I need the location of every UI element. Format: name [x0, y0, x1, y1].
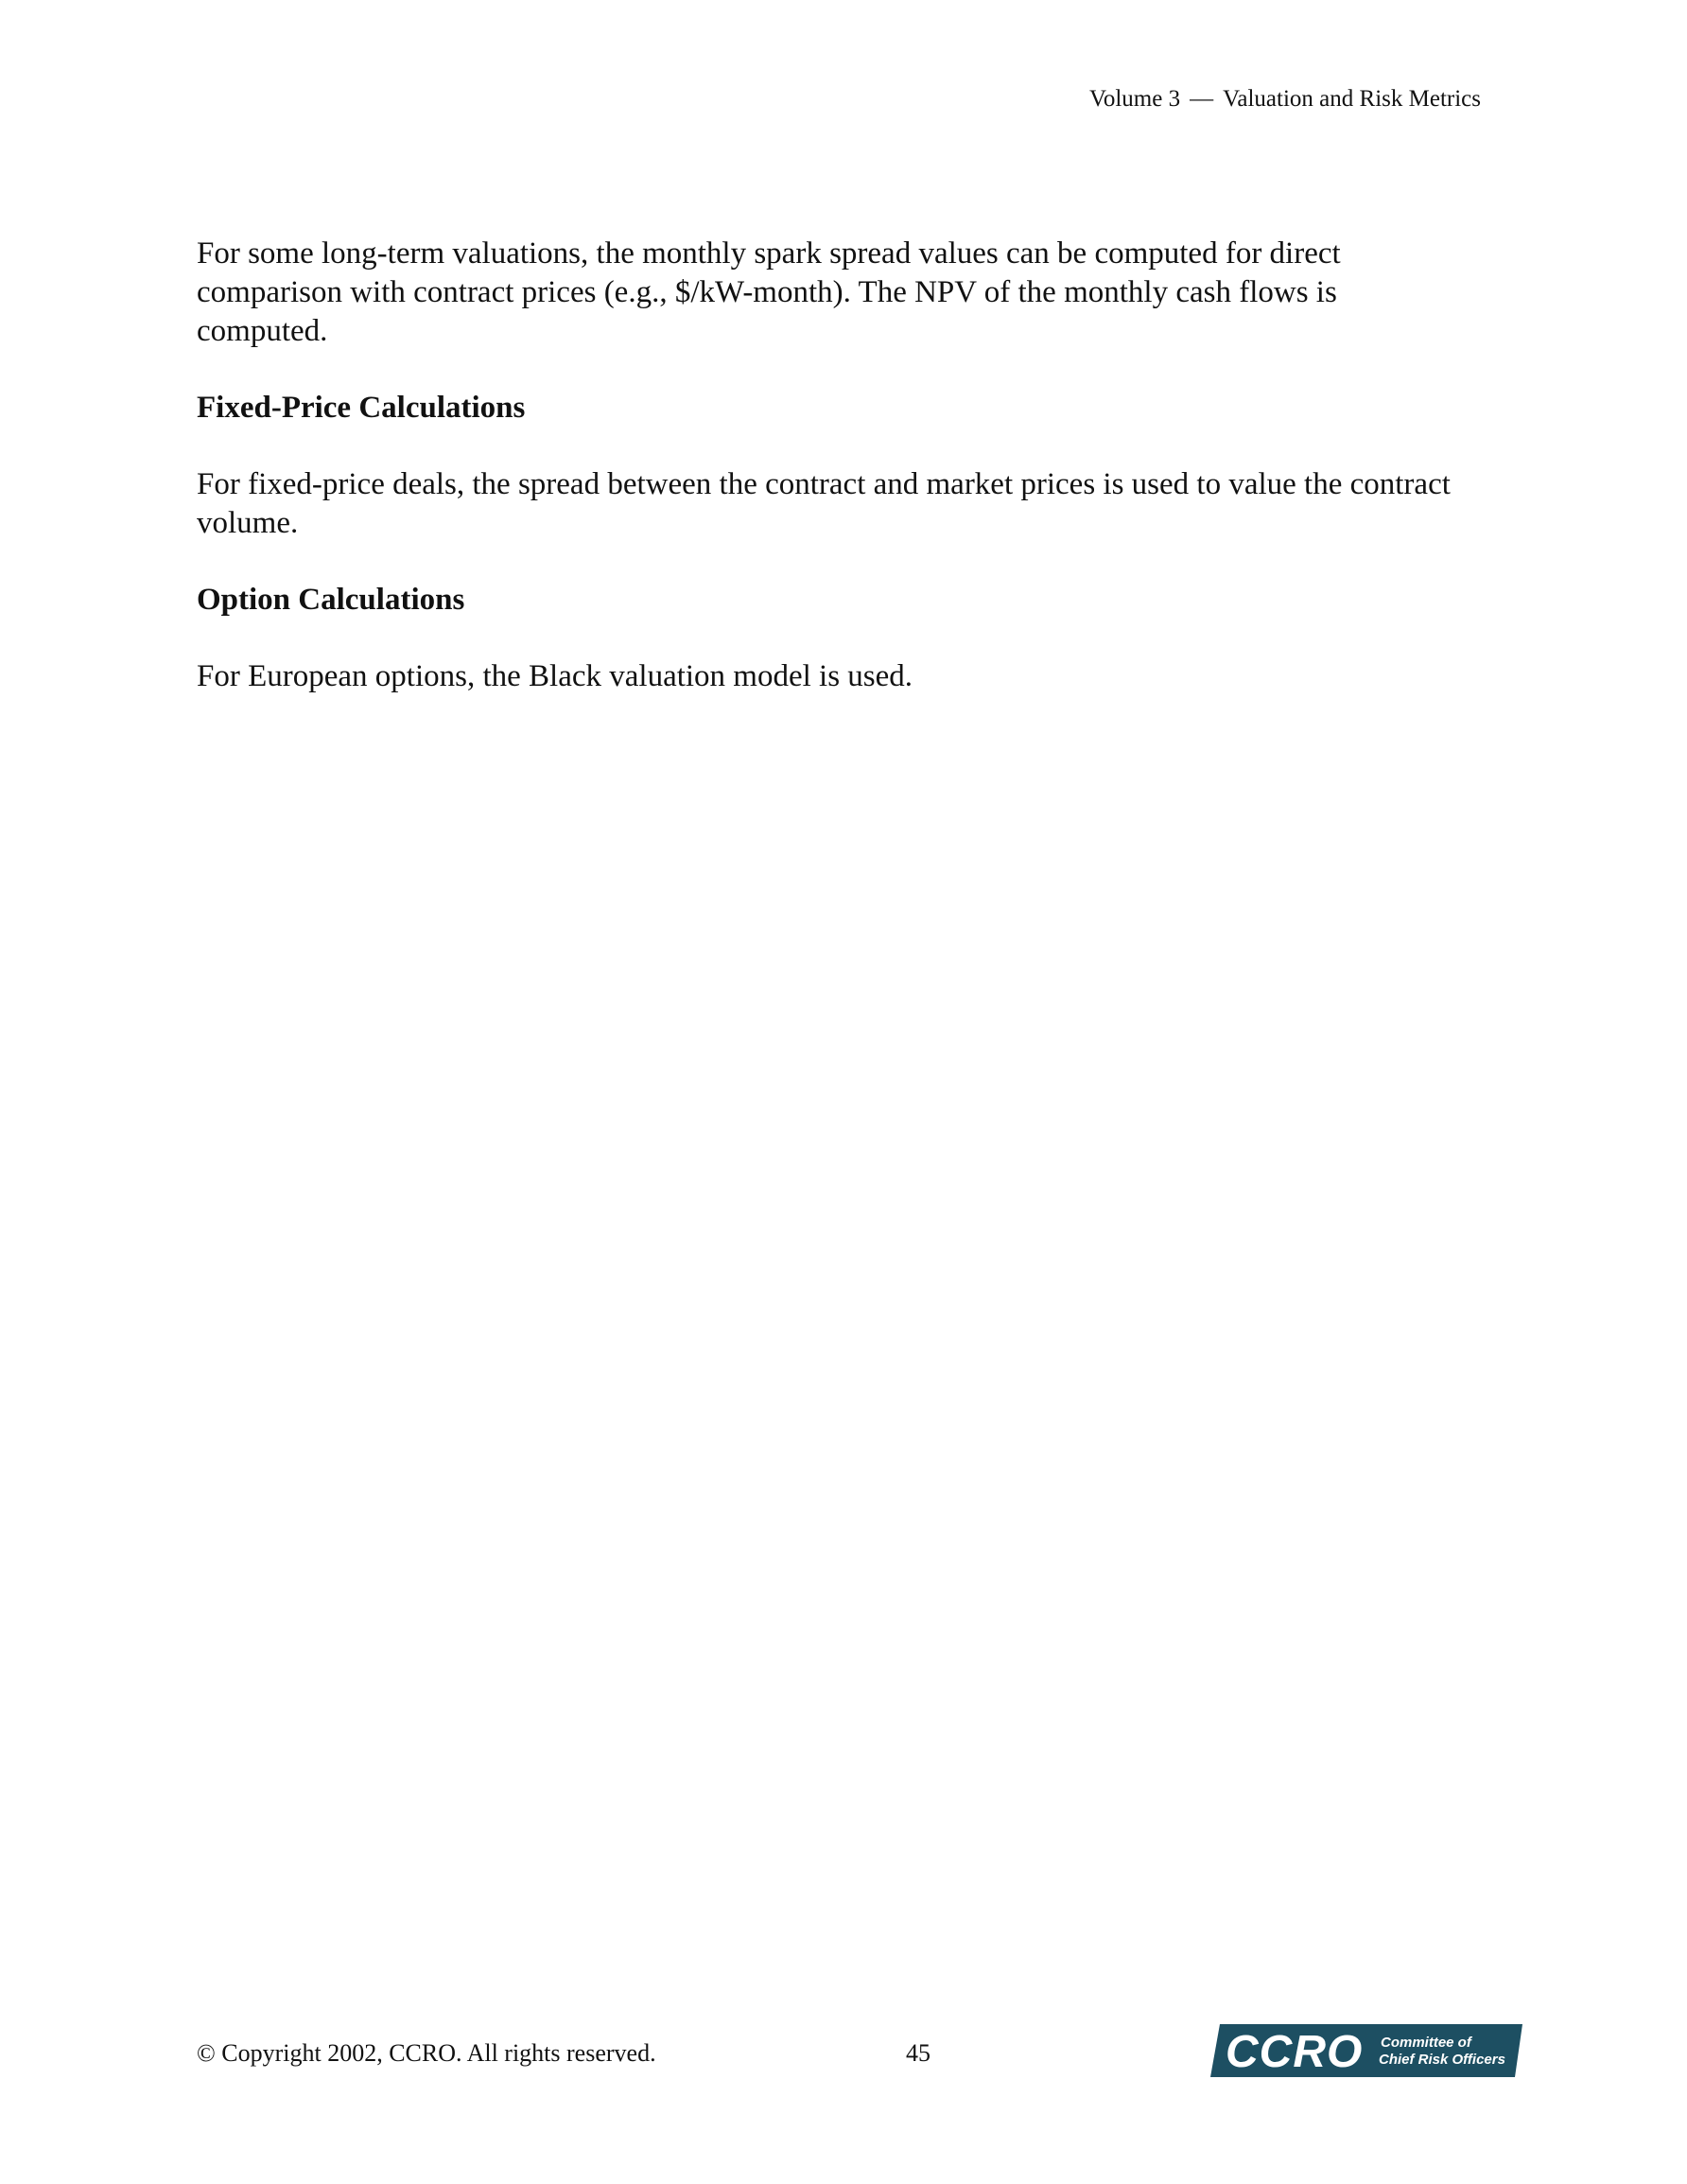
header-separator: — [1190, 86, 1214, 112]
page-body [197, 235, 1464, 696]
fixed-price-heading: Fixed-Price Calculations [197, 391, 526, 425]
header-section: Valuation and Risk Metrics [1223, 86, 1481, 112]
option-heading: Option Calculations [197, 583, 465, 617]
header-volume: Volume 3 [1089, 86, 1181, 112]
option-paragraph: For European options, the Black valuation model is used. [197, 659, 913, 693]
running-header [1089, 83, 1481, 115]
page-number: 45 [906, 2039, 930, 2067]
logo-acronym: CCRO [1226, 2027, 1364, 2077]
logo-tagline-line2: Chief Risk Officers [1379, 2052, 1505, 2068]
copyright-notice: © Copyright 2002, CCRO. All rights reserved. [197, 2039, 656, 2067]
logo-tagline-line1: Committee of [1381, 2035, 1471, 2051]
ccro-logo [1210, 2024, 1522, 2077]
fixed-price-paragraph: For fixed-price deals, the spread between the contract and market prices is used to value the contract volume. [197, 467, 1451, 540]
intro-paragraph: For some long-term valuations, the monthly spark spread values can be computed for direct comparison with contract prices (e.g., $/kW-month). The NPV of the monthly cash flows is computed. [197, 236, 1341, 348]
